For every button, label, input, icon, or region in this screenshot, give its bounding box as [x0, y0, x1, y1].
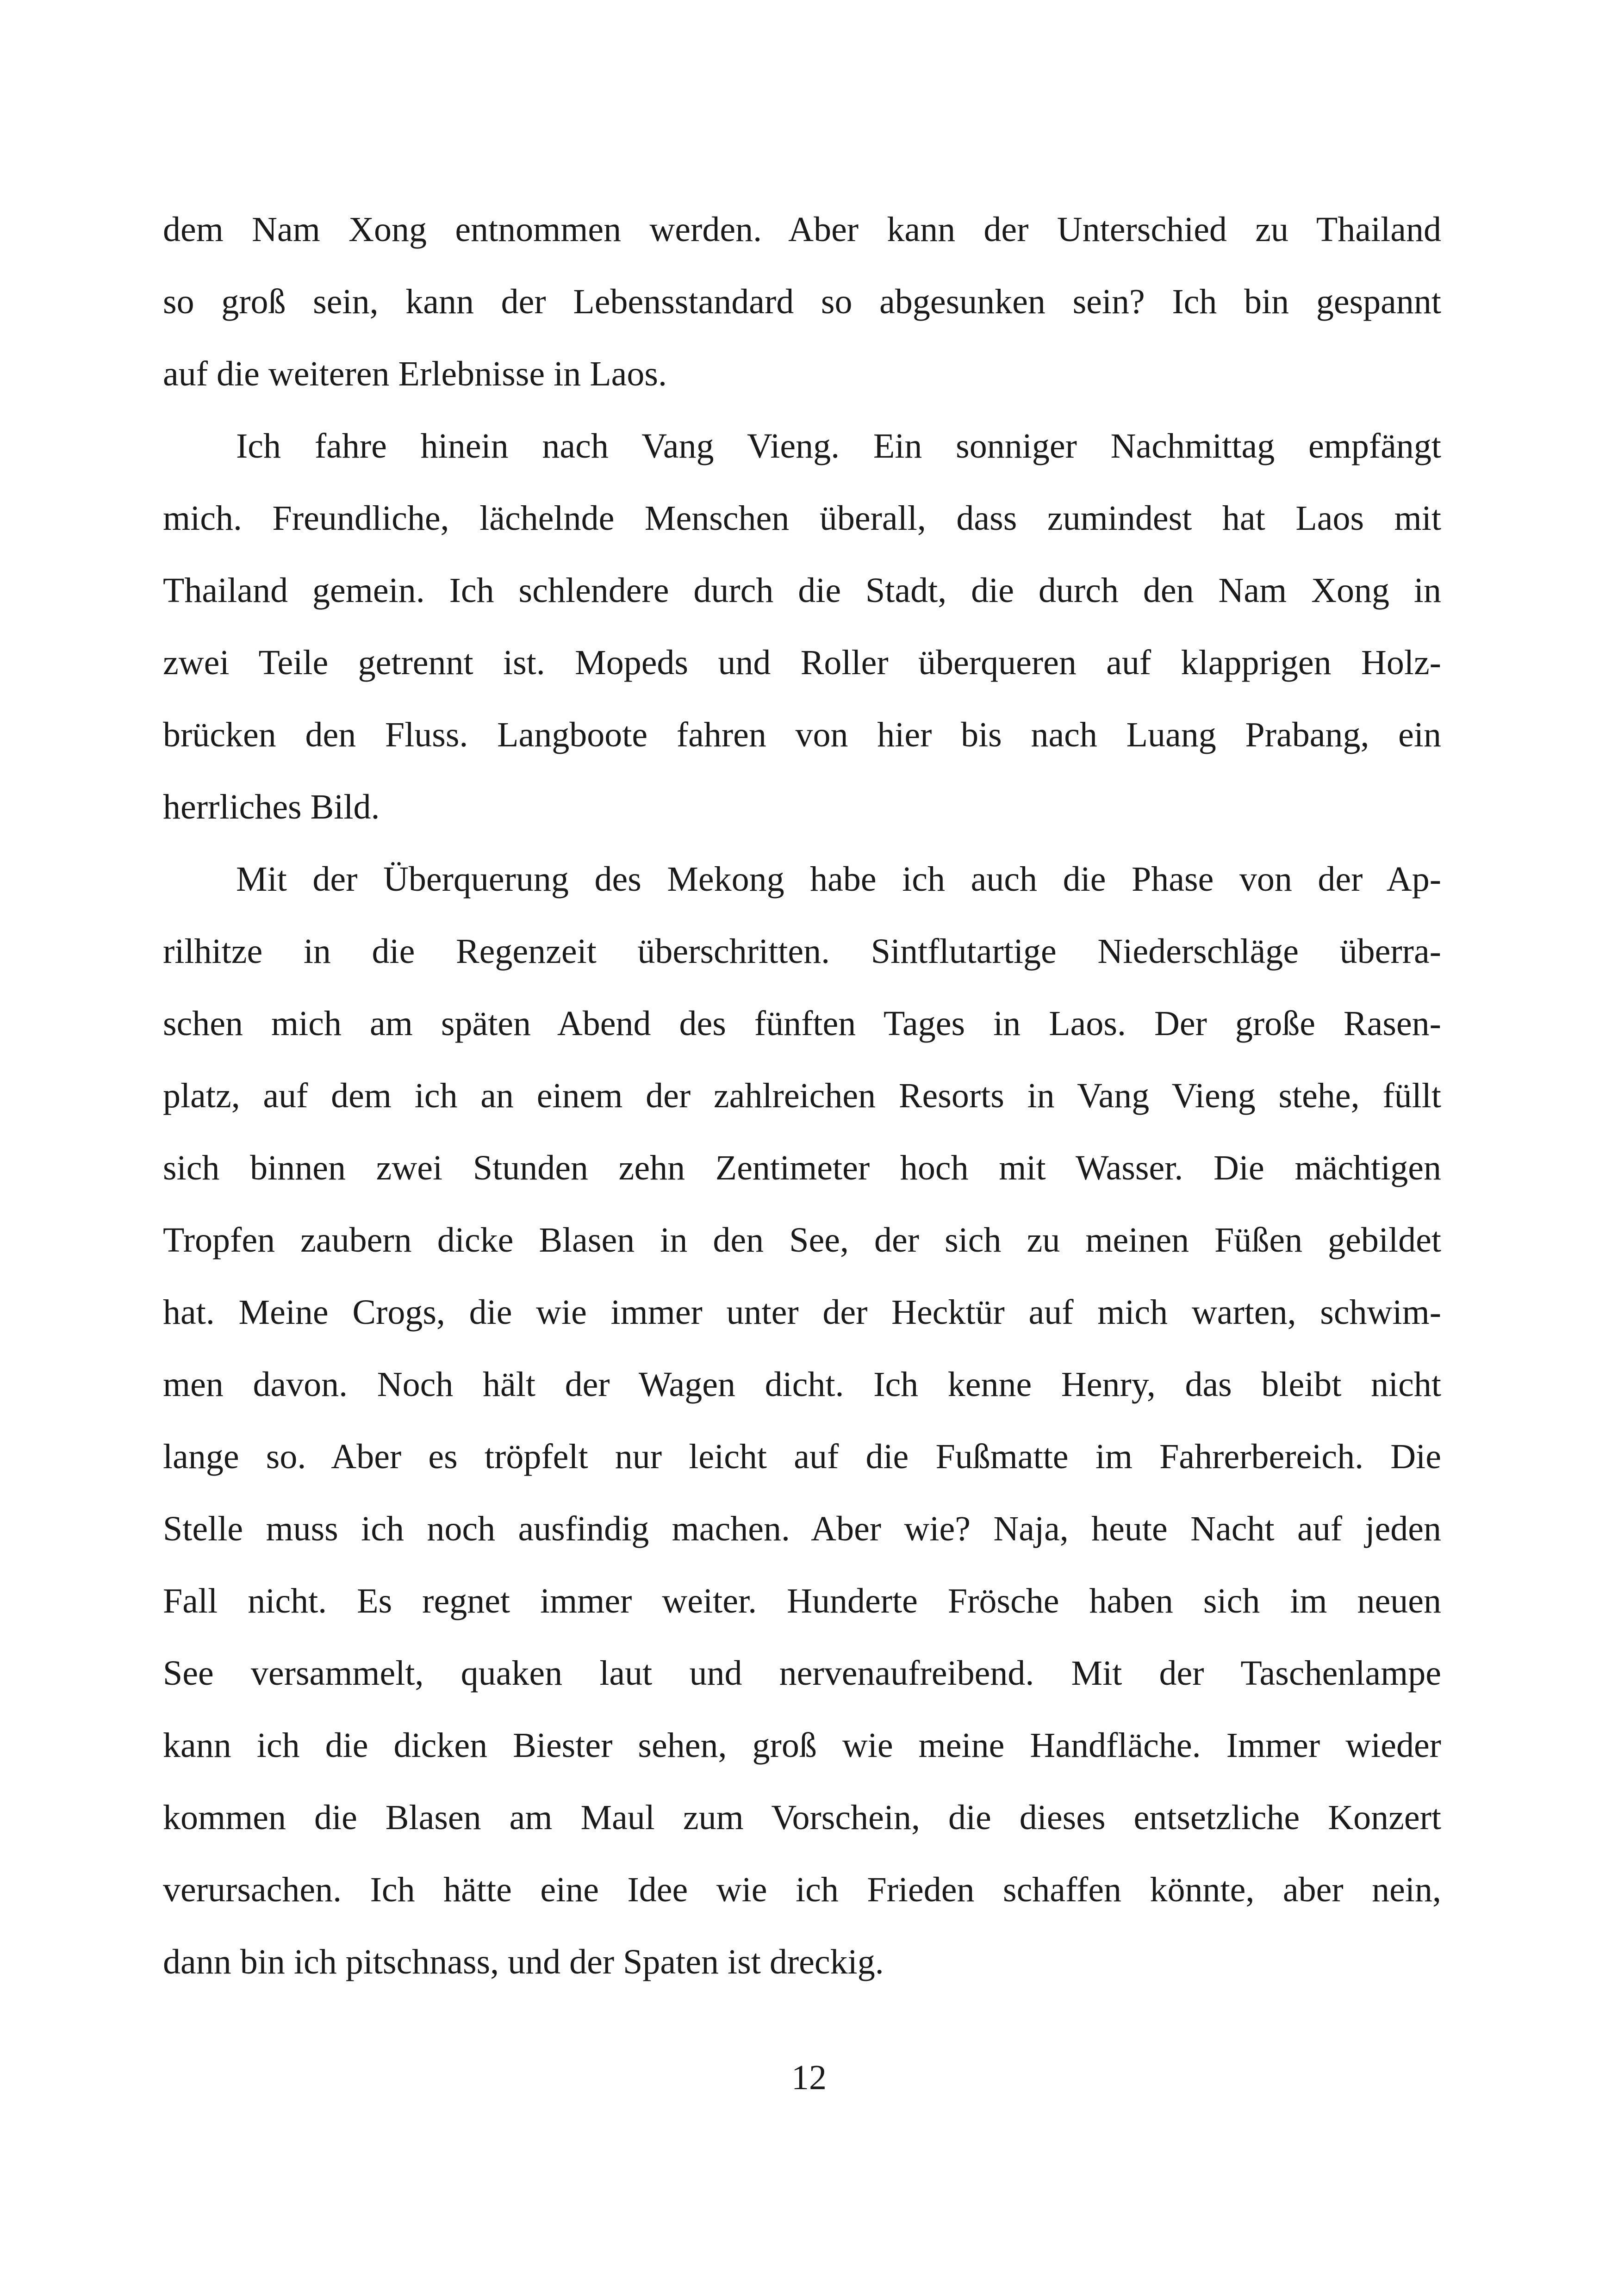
- text-line: auf die weiteren Erlebnisse in Laos.: [163, 354, 667, 393]
- text-line: lange so. Aber es tröpfelt nur leicht auf die Fußmatte im Fahrerbereich. Die: [163, 1437, 1441, 1476]
- text-line: Ich fahre hinein nach Vang Vieng. Ein sonniger Nachmittag empfängt: [236, 427, 1441, 465]
- text-line: Mit der Überquerung des Mekong habe ich auch die Phase von der Ap-: [236, 860, 1441, 899]
- text-line: Fall nicht. Es regnet immer weiter. Hunderte Frösche haben sich im neuen: [163, 1582, 1441, 1620]
- body-text: [163, 193, 1441, 1998]
- text-line: kommen die Blasen am Maul zum Vorschein, die dieses entsetzliche Konzert: [163, 1798, 1441, 1837]
- page-number: 12: [791, 2058, 827, 2097]
- text-line: hat. Meine Crogs, die wie immer unter der Hecktür auf mich warten, schwim-: [163, 1293, 1441, 1332]
- paragraph-2: [163, 410, 1441, 843]
- text-line: dem Nam Xong entnommen werden. Aber kann der Unterschied zu Thailand: [163, 210, 1441, 249]
- text-line: platz, auf dem ich an einem der zahlreichen Resorts in Vang Vieng stehe, füllt: [163, 1076, 1441, 1115]
- text-line: schen mich am späten Abend des fünften Tages in Laos. Der große Rasen-: [163, 1004, 1441, 1043]
- text-line: Stelle muss ich noch ausfindig machen. Aber wie? Naja, heute Nacht auf jeden: [163, 1509, 1441, 1548]
- text-line: rilhitze in die Regenzeit überschritten. Sintflutartige Niederschläge überra-: [163, 932, 1441, 971]
- paragraph-3: [163, 843, 1441, 1998]
- text-line: Tropfen zaubern dicke Blasen in den See, der sich zu meinen Füßen gebildet: [163, 1221, 1441, 1260]
- text-line: sich binnen zwei Stunden zehn Zentimeter hoch mit Wasser. Die mächtigen: [163, 1148, 1441, 1187]
- text-line: so groß sein, kann der Lebensstandard so abgesunken sein? Ich bin gespannt: [163, 282, 1441, 321]
- paragraph-1: [163, 193, 1441, 410]
- text-line: zwei Teile getrennt ist. Mopeds und Roller überqueren auf klapprigen Holz-: [163, 643, 1441, 682]
- text-line: See versammelt, quaken laut und nervenaufreibend. Mit der Taschenlampe: [163, 1654, 1441, 1693]
- text-line: Thailand gemein. Ich schlendere durch die Stadt, die durch den Nam Xong in: [163, 571, 1441, 610]
- text-line: men davon. Noch hält der Wagen dicht. Ich kenne Henry, das bleibt nicht: [163, 1365, 1441, 1404]
- text-line: verursachen. Ich hätte eine Idee wie ich Frieden schaffen könnte, aber nein,: [163, 1870, 1441, 1909]
- text-line: brücken den Fluss. Langboote fahren von hier bis nach Luang Prabang, ein: [163, 715, 1441, 754]
- text-line: mich. Freundliche, lächelnde Menschen überall, dass zumindest hat Laos mit: [163, 499, 1441, 538]
- text-line: herrliches Bild.: [163, 788, 380, 826]
- text-line: dann bin ich pitschnass, und der Spaten ist dreckig.: [163, 1942, 884, 1981]
- text-line: kann ich die dicken Biester sehen, groß wie meine Handfläche. Immer wieder: [163, 1726, 1441, 1765]
